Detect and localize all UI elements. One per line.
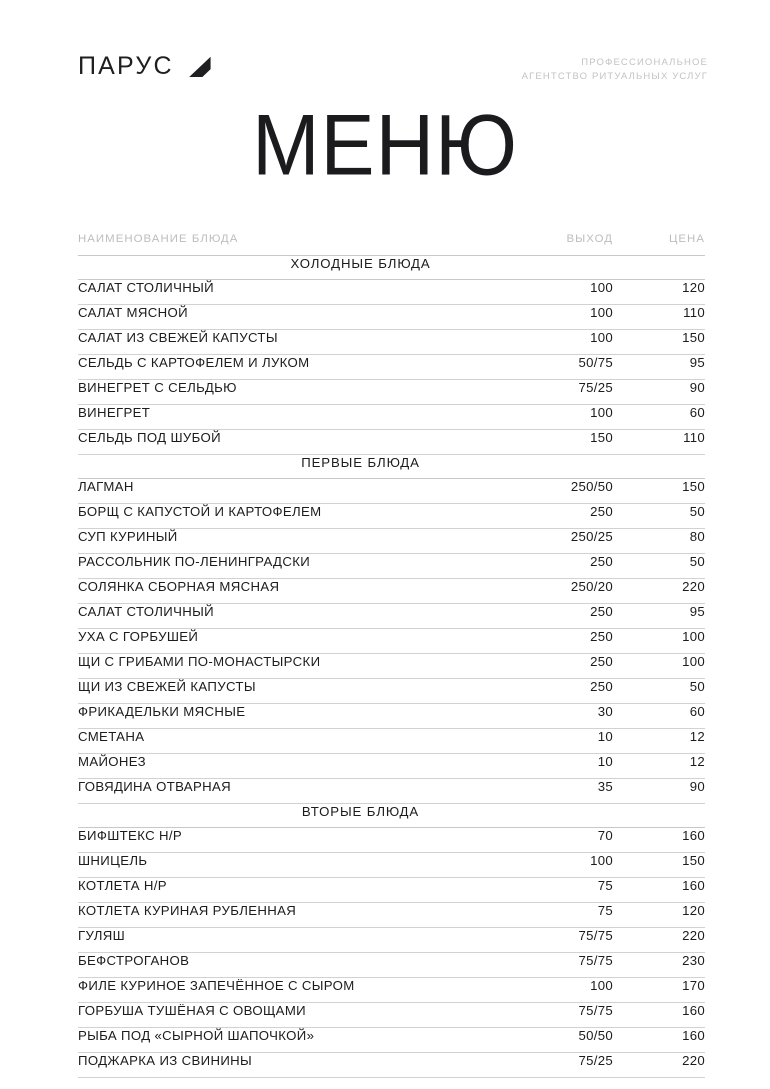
dish-name: ЩИ ИЗ СВЕЖЕЙ КАПУСТЫ [78,678,256,694]
table-row [78,554,705,578]
dish-name: БЕФСТРОГАНОВ [78,952,190,968]
dish-price: 150 [682,329,705,345]
menu-section [78,455,705,804]
dish-name: ЩИ С ГРИБАМИ ПО-МОНАСТЫРСКИ [78,653,321,669]
dish-name: СЕЛЬДЬ С КАРТОФЕЛЕМ И ЛУКОМ [78,354,310,370]
column-header-price: ЦЕНА [668,232,705,245]
dish-output: 50/50 [578,1027,613,1043]
table-row [78,1003,705,1027]
dish-output: 70 [597,827,613,843]
dish-output: 75/75 [578,952,613,968]
dish-output: 250 [590,553,613,569]
dish-name: БИФШТЕКС Н/Р [78,827,183,843]
dish-name: РЫБА ПОД «СЫРНОЙ ШАПОЧКОЙ» [78,1027,315,1043]
dish-price: 95 [689,603,705,619]
menu-section [78,804,705,1078]
section-header-row [78,256,705,279]
dish-name: САЛАТ СТОЛИЧНЫЙ [78,279,214,295]
row-divider [78,1077,705,1078]
dish-price: 90 [689,778,705,794]
dish-name: ЛАГМАН [78,478,134,494]
table-row [78,604,705,628]
dish-price: 90 [689,379,705,395]
dish-output: 250/50 [570,478,613,494]
dish-name: СМЕТАНА [78,728,145,744]
dish-price: 50 [689,678,705,694]
dish-price: 220 [682,927,705,943]
dish-output: 150 [590,429,613,445]
dish-name: ФИЛЕ КУРИНОЕ ЗАПЕЧЁННОЕ С СЫРОМ [78,977,355,993]
dish-price: 160 [682,1027,705,1043]
dish-output: 10 [597,753,613,769]
table-header-row [78,233,705,255]
table-row [78,355,705,379]
dish-price: 95 [689,354,705,370]
dish-name: КОТЛЕТА КУРИНАЯ РУБЛЕННАЯ [78,902,297,918]
dish-name: СЕЛЬДЬ ПОД ШУБОЙ [78,429,221,445]
dish-output: 75/25 [578,1052,613,1068]
dish-price: 160 [682,827,705,843]
dish-output: 250 [590,603,613,619]
dish-output: 75 [597,877,613,893]
dish-output: 250 [590,503,613,519]
table-row [78,729,705,753]
dish-output: 30 [597,703,613,719]
dish-name: ГУЛЯШ [78,927,126,943]
dish-name: САЛАТ ИЗ СВЕЖЕЙ КАПУСТЫ [78,329,278,345]
dish-name: БОРЩ С КАПУСТОЙ И КАРТОФЕЛЕМ [78,503,322,519]
table-row [78,654,705,678]
dish-name: ПОДЖАРКА ИЗ СВИНИНЫ [78,1052,253,1068]
table-row [78,479,705,503]
dish-output: 250 [590,653,613,669]
dish-price: 220 [682,578,705,594]
dish-price: 110 [683,304,705,320]
brand-tagline [522,52,708,84]
dish-output: 75/75 [578,1002,613,1018]
dish-name: ВИНЕГРЕТ С СЕЛЬДЬЮ [78,379,237,395]
table-row [78,405,705,429]
page-header [0,0,770,84]
section-title: ПЕРВЫЕ БЛЮДА [301,454,420,470]
menu-section [78,256,705,455]
brand-name: ПАРУС [78,52,174,80]
dish-output: 35 [597,778,613,794]
table-row [78,380,705,404]
section-header-row [78,804,705,827]
page-title: МЕНЮ [252,97,518,194]
dish-output: 100 [590,304,613,320]
section-title: ХОЛОДНЫЕ БЛЮДА [290,255,431,271]
dish-output: 250 [590,628,613,644]
dish-output: 75/25 [578,379,613,395]
table-row [78,305,705,329]
dish-price: 80 [689,528,705,544]
dish-name: САЛАТ МЯСНОЙ [78,304,188,320]
table-row [78,928,705,952]
dish-name: ГОВЯДИНА ОТВАРНАЯ [78,778,231,794]
dish-price: 170 [682,977,705,993]
dish-output: 100 [590,404,613,420]
table-row [78,280,705,304]
brand-logo [78,54,213,79]
sail-icon [186,56,213,78]
dish-price: 160 [682,877,705,893]
table-row [78,953,705,977]
dish-output: 75 [597,902,613,918]
table-row [78,330,705,354]
table-row [78,1053,705,1077]
table-row [78,978,705,1002]
table-row [78,504,705,528]
table-row [78,679,705,703]
dish-name: РАССОЛЬНИК ПО-ЛЕНИНГРАДСКИ [78,553,311,569]
menu-table [78,187,705,1078]
dish-price: 12 [689,728,705,744]
dish-name: САЛАТ СТОЛИЧНЫЙ [78,603,214,619]
dish-output: 250/20 [570,578,613,594]
column-header-name: НАИМЕНОВАНИЕ БЛЮДА [78,232,239,245]
tagline-line-2: АГЕНТСТВО РИТУАЛЬНЫХ УСЛУГ [521,70,708,82]
dish-name: ФРИКАДЕЛЬКИ МЯСНЫЕ [78,703,246,719]
dish-name: СОЛЯНКА СБОРНАЯ МЯСНАЯ [78,578,280,594]
table-row [78,579,705,603]
table-row [78,853,705,877]
dish-name: МАЙОНЕЗ [78,753,146,769]
table-row [78,1028,705,1052]
section-title: ВТОРЫЕ БЛЮДА [301,803,420,819]
dish-price: 150 [682,852,705,868]
dish-price: 100 [682,628,705,644]
column-header-output: ВЫХОД [566,232,613,245]
dish-output: 100 [590,977,613,993]
dish-price: 160 [682,1002,705,1018]
table-row [78,529,705,553]
dish-price: 60 [689,404,705,420]
table-row [78,754,705,778]
dish-price: 50 [689,553,705,569]
menu-sections [78,256,705,1078]
dish-name: ГОРБУША ТУШЁНАЯ С ОВОЩАМИ [78,1002,306,1018]
dish-name: ВИНЕГРЕТ [78,404,151,420]
dish-output: 100 [590,852,613,868]
dish-price: 100 [682,653,705,669]
dish-price: 120 [682,279,705,295]
dish-price: 50 [689,503,705,519]
dish-name: СУП КУРИНЫЙ [78,528,178,544]
dish-output: 250 [590,678,613,694]
title-block [0,84,770,194]
table-row [78,878,705,902]
dish-price: 120 [682,902,705,918]
dish-price: 12 [689,753,705,769]
dish-price: 110 [683,429,705,445]
table-row [78,828,705,852]
dish-output: 250/25 [570,528,613,544]
dish-output: 100 [590,279,613,295]
dish-output: 100 [590,329,613,345]
table-row [78,779,705,803]
dish-price: 60 [689,703,705,719]
section-header-row [78,455,705,478]
dish-output: 50/75 [578,354,613,370]
dish-output: 10 [597,728,613,744]
dish-name: УХА С ГОРБУШЕЙ [78,628,199,644]
table-row [78,629,705,653]
table-row [78,430,705,454]
table-row [78,704,705,728]
dish-output: 75/75 [578,927,613,943]
dish-price: 230 [682,952,705,968]
dish-name: КОТЛЕТА Н/Р [78,877,167,893]
dish-price: 220 [682,1052,705,1068]
table-row [78,903,705,927]
dish-price: 150 [682,478,705,494]
tagline-line-1: ПРОФЕССИОНАЛЬНОЕ [581,57,708,68]
dish-name: ШНИЦЕЛЬ [78,852,148,868]
